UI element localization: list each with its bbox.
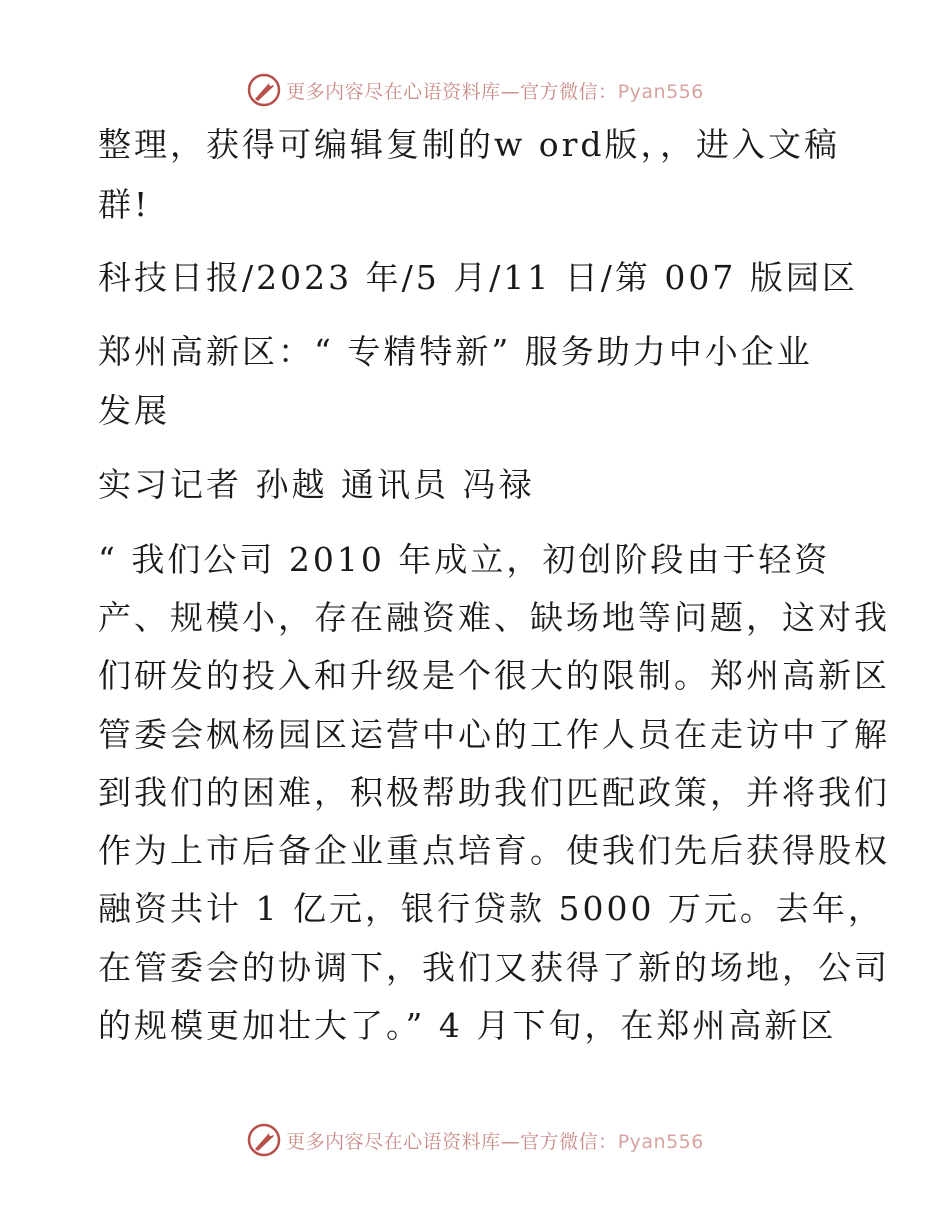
paragraph-line: 作为上市后备企业重点培育。使我们先后获得股权 [98, 831, 890, 870]
text-line: 整理，获得可编辑复制的w ord版，，进入文稿 [98, 125, 841, 164]
paragraph-line: 管委会枫杨园区运营中心的工作人员在走访中了解 [98, 715, 890, 754]
paragraph-line: 的规模更加壮大了。” 4 月下旬，在郑州高新区 [98, 1006, 837, 1045]
paragraph-line: 们研发的投入和升级是个很大的限制。郑州高新区 [98, 656, 890, 695]
paragraph-line: 到我们的困难，积极帮助我们匹配政策，并将我们 [98, 773, 890, 812]
watermark-wechat-id: Pyan556 [617, 1130, 704, 1153]
byline: 实习记者 孙越 通讯员 冯禄 [98, 465, 535, 504]
paragraph-line: 融资共计 1 亿元，银行贷款 5000 万元。去年， [98, 889, 884, 928]
dateline: 科技日报/2023 年/5 月/11 日/第 007 版园区 [98, 258, 858, 297]
watermark-dash: — [500, 1130, 521, 1153]
pen-logo-icon [246, 1122, 282, 1158]
watermark-site-text: 更多内容尽在心语资料库 [286, 1130, 501, 1153]
footer-watermark [0, 1120, 950, 1160]
paragraph-line: “ 我们公司 2010 年成立，初创阶段由于轻资 [98, 540, 831, 579]
article-title-line: 郑州高新区：“ 专精特新” 服务助力中小企业 [98, 332, 813, 371]
article-title-line: 发展 [98, 391, 170, 430]
watermark-dash: — [500, 80, 521, 103]
header-watermark [0, 70, 950, 110]
paragraph-line: 在管委会的协调下，我们又获得了新的场地，公司 [98, 948, 890, 987]
text-line: 群! [98, 185, 151, 224]
watermark-site-text: 更多内容尽在心语资料库 [286, 80, 501, 103]
paragraph-line: 产、规模小，存在融资难、缺场地等问题，这对我 [98, 598, 890, 637]
pen-logo-icon [246, 72, 282, 108]
watermark-wechat-label: 官方微信： [520, 80, 618, 103]
watermark-wechat-label: 官方微信： [520, 1130, 618, 1153]
watermark-wechat-id: Pyan556 [617, 80, 704, 103]
